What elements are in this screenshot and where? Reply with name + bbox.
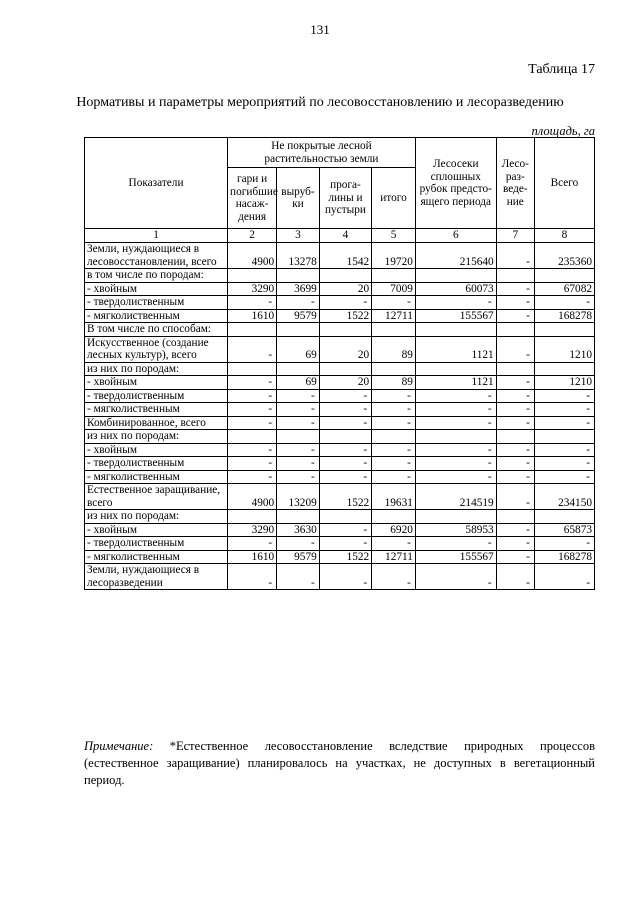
table-cell: - [372,443,416,457]
table-cell: - [228,403,277,417]
table-cell [372,510,416,524]
table-cell: 1210 [534,336,594,362]
row-label: Земли, нуждающиеся в лесовосстановлении, всего [85,243,228,269]
row-label: - твердолиственным [85,457,228,471]
table-row [85,309,595,323]
table-cell: - [277,416,320,430]
table-cell: - [496,443,534,457]
table-cell: 1121 [415,336,496,362]
data-table [84,137,595,590]
table-cell: 155567 [415,309,496,323]
table-row [85,443,595,457]
table-row [85,416,595,430]
table-cell: - [496,523,534,537]
table-row [85,243,595,269]
table-cell: 89 [372,336,416,362]
table-cell: - [277,443,320,457]
row-label: Комбинированное, всего [85,416,228,430]
table-cell [415,323,496,337]
table-cell: 3290 [228,282,277,296]
table-cell: - [415,416,496,430]
table-cell: 6920 [372,523,416,537]
table-cell: - [228,296,277,310]
table-cell [415,430,496,444]
table-row [85,564,595,590]
table-cell: - [277,296,320,310]
table-cell: 12711 [372,309,416,323]
col-number: 8 [534,229,594,243]
table-cell: - [415,443,496,457]
table-cell: 215640 [415,243,496,269]
table-cell: 7009 [372,282,416,296]
table-cell: - [496,389,534,403]
table-cell [228,362,277,376]
table-cell [534,269,594,283]
table-cell: 58953 [415,523,496,537]
table-cell: 65873 [534,523,594,537]
table-cell: - [496,282,534,296]
table-cell [277,323,320,337]
table-cell: - [277,457,320,471]
table-body [85,243,595,590]
row-label: - хвойным [85,376,228,390]
table-cell: 3699 [277,282,320,296]
footnote-text: *Естественное лесовосстановление вследствие природных процессов (естественное заращивание) планировалось на участках, не доступных в вегетационный период. [84,739,595,787]
table-row [85,269,595,283]
table-cell: 1522 [319,550,371,564]
table-cell: - [534,537,594,551]
table-cell: 1121 [415,376,496,390]
table-cell: - [534,296,594,310]
table-cell: 234150 [534,484,594,510]
table-cell: - [319,443,371,457]
table-cell: 4900 [228,484,277,510]
table-cell [319,362,371,376]
table-cell: 19631 [372,484,416,510]
table-cell: - [496,403,534,417]
table-cell: - [534,470,594,484]
row-label: Искусственное (создание лесных культур), всего [85,336,228,362]
table-cell: 1542 [319,243,371,269]
table-cell: - [496,243,534,269]
table-cell: - [496,550,534,564]
table-cell: - [372,564,416,590]
table-cell: 214519 [415,484,496,510]
table-cell: - [277,537,320,551]
row-label: в том числе по породам: [85,269,228,283]
table-cell: - [319,457,371,471]
table-cell: - [415,537,496,551]
header-group-unforested: Не покрытые лесной растительностью земли [228,138,416,168]
table-cell: 155567 [415,550,496,564]
table-cell [415,510,496,524]
row-label: Естественное заращивание, всего [85,484,228,510]
table-cell: - [534,457,594,471]
table-cell: 1610 [228,309,277,323]
table-cell: - [228,336,277,362]
table-row [85,550,595,564]
table-cell [534,323,594,337]
table-cell: 69 [277,336,320,362]
table-row [85,389,595,403]
table-cell: 89 [372,376,416,390]
table-cell: 60073 [415,282,496,296]
table-cell: 168278 [534,309,594,323]
table-cell: - [415,389,496,403]
table-cell: - [534,564,594,590]
table-cell: 9579 [277,550,320,564]
col-number: 7 [496,229,534,243]
table-cell: - [415,564,496,590]
table-cell: - [496,296,534,310]
table-cell: 9579 [277,309,320,323]
table-cell: - [496,376,534,390]
table-cell [496,323,534,337]
table-cell: 1210 [534,376,594,390]
table-cell: - [496,416,534,430]
table-cell [372,323,416,337]
table-cell: - [372,296,416,310]
table-cell: - [415,457,496,471]
document-title: Нормативы и параметры мероприятий по лесовосстановлению и лесоразведению [76,95,564,110]
col-number: 3 [277,229,320,243]
table-cell: - [228,416,277,430]
row-label: - мягколиственным [85,309,228,323]
header-burns: гари и погибшие насаж-дения [228,168,277,229]
table-cell: - [228,470,277,484]
col-number: 4 [319,229,371,243]
table-cell: 20 [319,336,371,362]
table-cell: - [415,403,496,417]
table-row [85,510,595,524]
table-cell: - [415,470,496,484]
table-cell [319,430,371,444]
table-cell: - [228,457,277,471]
table-cell [277,430,320,444]
table-cell: - [228,389,277,403]
table-cell [496,362,534,376]
table-cell: - [319,416,371,430]
table-cell [319,510,371,524]
table-cell: - [372,403,416,417]
table-row [85,523,595,537]
table-cell: - [534,416,594,430]
row-label: В том числе по способам: [85,323,228,337]
table-cell: - [534,389,594,403]
table-row [85,537,595,551]
row-label: - твердолиственным [85,296,228,310]
row-label: Земли, нуждающиеся в лесоразведении [85,564,228,590]
table-cell: 20 [319,282,371,296]
table-cell: - [496,336,534,362]
table-cell: 4900 [228,243,277,269]
table-cell [277,510,320,524]
table-cell [228,510,277,524]
header-clearcuts: Лесосеки сплошных рубок предсто-ящего периода [415,138,496,229]
row-label: - мягколиственным [85,470,228,484]
table-cell [534,362,594,376]
table-row [85,403,595,417]
footnote [84,738,595,789]
table-row [85,484,595,510]
table-cell [534,510,594,524]
table-row [85,362,595,376]
table-row [85,336,595,362]
table-row [85,430,595,444]
table-cell: - [228,443,277,457]
table-cell: - [372,389,416,403]
table-cell [415,269,496,283]
table-cell: - [277,564,320,590]
table-cell: - [228,564,277,590]
table-cell [319,269,371,283]
units-label: площадь, га [531,124,595,138]
table-cell [319,323,371,337]
table-cell [415,362,496,376]
col-number: 2 [228,229,277,243]
table-cell: - [415,296,496,310]
table-cell: 13209 [277,484,320,510]
table-cell: - [319,470,371,484]
table-cell: - [534,403,594,417]
table-row [85,376,595,390]
table-cell: 69 [277,376,320,390]
table-cell: - [372,457,416,471]
col-number: 6 [415,229,496,243]
table-cell: 235360 [534,243,594,269]
table-header [85,138,595,243]
table-row [85,296,595,310]
row-label: из них по породам: [85,430,228,444]
table-cell [372,430,416,444]
header-subtotal: итого [372,168,416,229]
table-cell: - [496,470,534,484]
table-cell: - [496,484,534,510]
row-label: из них по породам: [85,362,228,376]
table-cell [228,323,277,337]
row-label: - хвойным [85,443,228,457]
table-cell: 168278 [534,550,594,564]
table-cell [496,269,534,283]
table-row [85,457,595,471]
table-cell: - [319,403,371,417]
table-cell: - [372,470,416,484]
table-cell: 1522 [319,309,371,323]
header-indicators: Показатели [85,138,228,229]
table-row [85,282,595,296]
table-row [85,323,595,337]
table-cell [277,362,320,376]
col-number: 1 [85,229,228,243]
header-number-row [85,229,595,243]
table-cell: - [372,537,416,551]
table-cell [372,362,416,376]
row-label: - твердолиственным [85,389,228,403]
footnote-label: Примечание: [84,739,154,753]
table-cell: 3290 [228,523,277,537]
table-cell: 13278 [277,243,320,269]
table-cell [496,430,534,444]
table-cell: - [277,389,320,403]
table-label: Таблица 17 [528,62,595,77]
table-cell: - [319,296,371,310]
header-afforestation: Лесо-раз-веде-ние [496,138,534,229]
header-total: Всего [534,138,594,229]
table-cell: - [319,537,371,551]
table-cell: - [228,537,277,551]
table-cell: - [319,564,371,590]
table-cell [534,430,594,444]
table-cell [228,430,277,444]
table-cell: - [496,457,534,471]
table-cell: 1610 [228,550,277,564]
table-cell: - [496,537,534,551]
table-cell [277,269,320,283]
row-label: - твердолиственным [85,537,228,551]
row-label: - мягколиственным [85,403,228,417]
row-label: из них по породам: [85,510,228,524]
row-label: - хвойным [85,523,228,537]
table-cell: - [496,564,534,590]
col-number: 5 [372,229,416,243]
row-label: - мягколиственным [85,550,228,564]
page-number: 131 [310,22,330,37]
table-cell: - [319,523,371,537]
table-cell: - [228,376,277,390]
row-label: - хвойным [85,282,228,296]
header-glades: прога-лины и пустыри [319,168,371,229]
table-cell: 19720 [372,243,416,269]
table-cell [496,510,534,524]
table-cell: - [277,470,320,484]
table-cell [228,269,277,283]
table-cell [372,269,416,283]
table-cell: - [496,309,534,323]
table-cell: - [277,403,320,417]
table-cell: - [319,389,371,403]
table-cell: 20 [319,376,371,390]
table-cell: 3630 [277,523,320,537]
table-cell: 1522 [319,484,371,510]
table-cell: - [372,416,416,430]
header-fellings: выруб-ки [277,168,320,229]
table-cell: - [534,443,594,457]
table-cell: 12711 [372,550,416,564]
table-cell: 67082 [534,282,594,296]
table-row [85,470,595,484]
